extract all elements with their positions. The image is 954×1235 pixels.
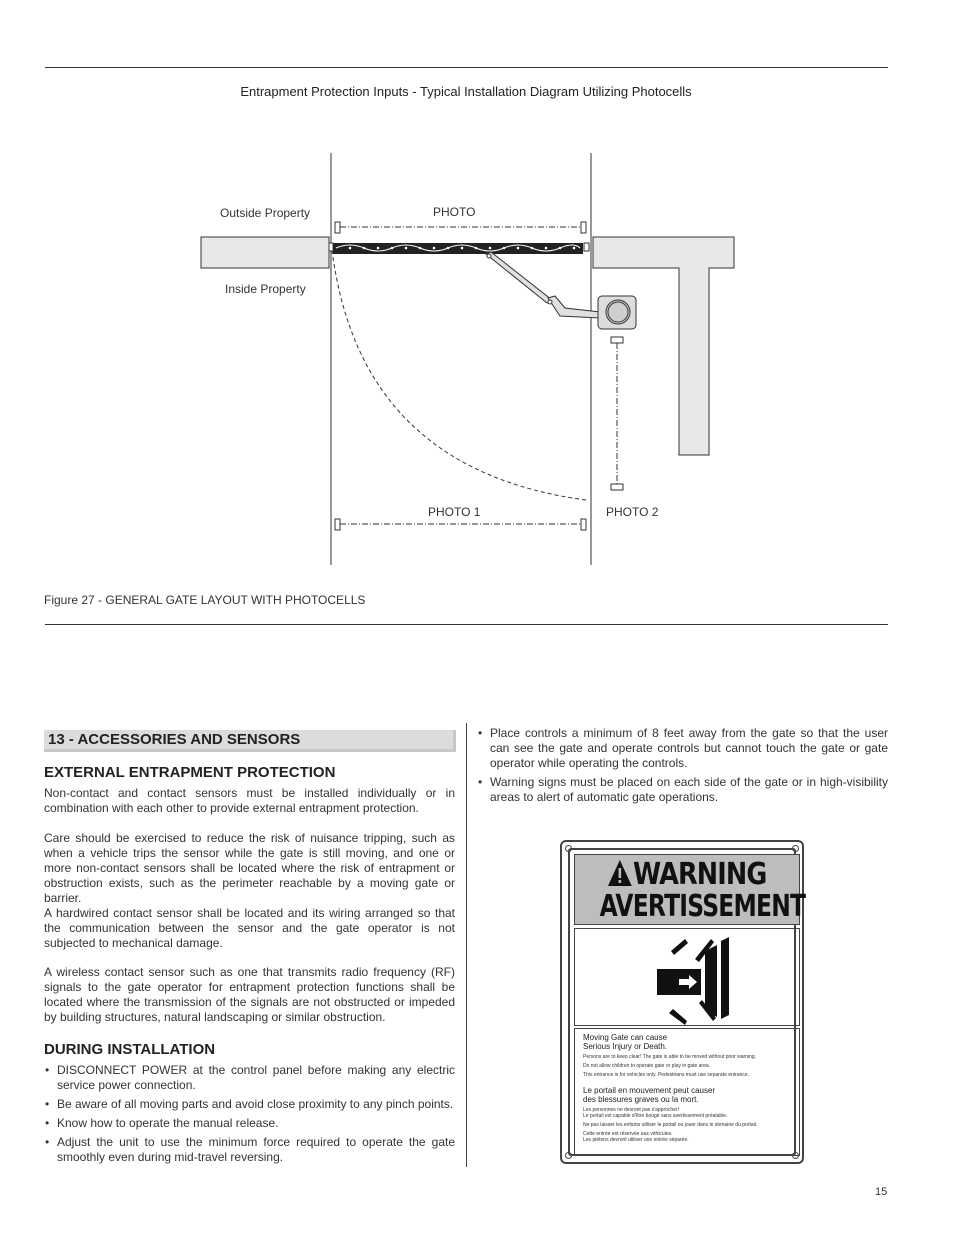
- bottom-rule: [45, 624, 888, 625]
- photo-label: PHOTO: [433, 205, 476, 219]
- photo-top-right: [581, 222, 586, 233]
- photo2-label: PHOTO 2: [606, 505, 659, 519]
- photo2-top: [611, 337, 623, 343]
- page-number: 15: [875, 1186, 888, 1198]
- sign-en-s1: Persons are to keep clear! The gate is able to be moved without prior warning.: [583, 1054, 757, 1060]
- sign-fr-line2: des blessures graves ou la mort.: [583, 1095, 699, 1104]
- external-p2: Care should be exercised to reduce the risk of nuisance tripping, such as when a vehicle trips the sensor while the gate is still moving, and one or more non-contact sensors shall be located where the risk of entrapment or obstruction exists, such as the perimeter reachable by a moving gate or barrier.: [44, 831, 455, 905]
- operator-arm: [486, 252, 600, 318]
- external-p3: A hardwired contact sensor shall be located and its wiring arranged so that the communication between the sensor and the gate operator is not subjected to mechanical damage.: [44, 906, 455, 950]
- inside-property-label: Inside Property: [225, 282, 306, 296]
- list-item: • Warning signs must be placed on each side of the gate or in high-visibility areas to alert of automatic gate operations.: [477, 775, 888, 805]
- list-item: • Place controls a minimum of 8 feet away from the gate so that the user can see the gate and operate controls but cannot touch the gate or gate operator while operating the controls.: [477, 726, 888, 771]
- hinge-left: [329, 243, 333, 251]
- sign-fr-s1b: Le portail est capable d'être bougé sans avertissement préalable.: [583, 1113, 728, 1119]
- outside-property-label: Outside Property: [220, 206, 311, 220]
- sign-fr-line1: Le portail en mouvement peut causer: [583, 1086, 716, 1095]
- diagram-title: Entrapment Protection Inputs - Typical Installation Diagram Utilizing Photocells: [240, 84, 692, 99]
- pinch-hazard-icon: [575, 929, 799, 1025]
- top-rule: [45, 67, 888, 68]
- photo1-left: [335, 519, 340, 530]
- column-divider: [466, 723, 467, 1167]
- figure-caption: Figure 27 - GENERAL GATE LAYOUT WITH PHOTOCELLS: [44, 593, 366, 607]
- pinch-hazard-pictogram: [574, 928, 800, 1026]
- right-bullet-list: [477, 726, 888, 809]
- sign-en-s2: Do not allow children to operate gate or play in gate area.: [583, 1063, 711, 1069]
- external-p4: A wireless contact sensor such as one that transmits radio frequency (RF) signals to the gate operator for entrapment protection functions shall be located where the transmission of the signals are not obstructed or impeded by building structures, natural landscaping or similar obstruction.: [44, 965, 455, 1024]
- list-item: • Know how to operate the manual release.: [44, 1116, 455, 1131]
- sign-fr-s2: Ne pas laisser les enfants utiliser le portail ou jouer dans le domaine du portail.: [583, 1122, 758, 1128]
- warning-triangle-icon: [607, 859, 633, 887]
- external-heading: EXTERNAL ENTRAPMENT PROTECTION: [44, 764, 336, 781]
- sign-frame: [568, 848, 806, 1156]
- sign-en-line1: Moving Gate can cause: [583, 1033, 668, 1042]
- sign-warning-line: WARNING: [592, 859, 782, 891]
- installation-list: [44, 1063, 455, 1169]
- warning-sign: [560, 840, 804, 1164]
- sign-en-s3: This entrance is for vehicles only. Pedestrians must use separate entrance.: [583, 1072, 750, 1078]
- list-item: • Be aware of all moving parts and avoid close proximity to any pinch points.: [44, 1097, 455, 1112]
- right-wall: [593, 237, 734, 455]
- external-p1: Non-contact and contact sensors must be installed individually or in combination with each other to provide external entrapment protection.: [44, 786, 455, 815]
- sign-en-line2: Serious Injury or Death.: [583, 1042, 668, 1051]
- sign-fr-s1a: Les personnes ne devront pas s'approcher!: [583, 1107, 680, 1113]
- sign-fr-s3a: Cette entrée est réservée aux véhicules.: [583, 1131, 673, 1137]
- gate-operator: [598, 296, 636, 329]
- sign-header: [574, 854, 806, 925]
- left-wall: [201, 237, 329, 268]
- installation-heading: DURING INSTALLATION: [44, 1041, 216, 1058]
- photo2-bottom: [611, 484, 623, 490]
- gate-swing-arc: [332, 250, 586, 500]
- photo1-label: PHOTO 1: [428, 505, 481, 519]
- sign-avertissement: AVERTISSEMENT: [599, 889, 806, 924]
- list-item: • DISCONNECT POWER at the control panel before making any electric service power connection.: [44, 1063, 455, 1093]
- list-item: • Adjust the unit to use the minimum force required to operate the gate smoothly even during mid-travel reversing.: [44, 1135, 455, 1165]
- hinge-right: [584, 243, 589, 251]
- photo1-right: [581, 519, 586, 530]
- sign-text-panel: [574, 1028, 800, 1156]
- photo-top-left: [335, 222, 340, 233]
- sign-fr-s3b: Les piétons devront utiliser une entrée séparée.: [583, 1137, 689, 1143]
- section-title-bar: 13 - ACCESSORIES AND SENSORS: [44, 730, 456, 752]
